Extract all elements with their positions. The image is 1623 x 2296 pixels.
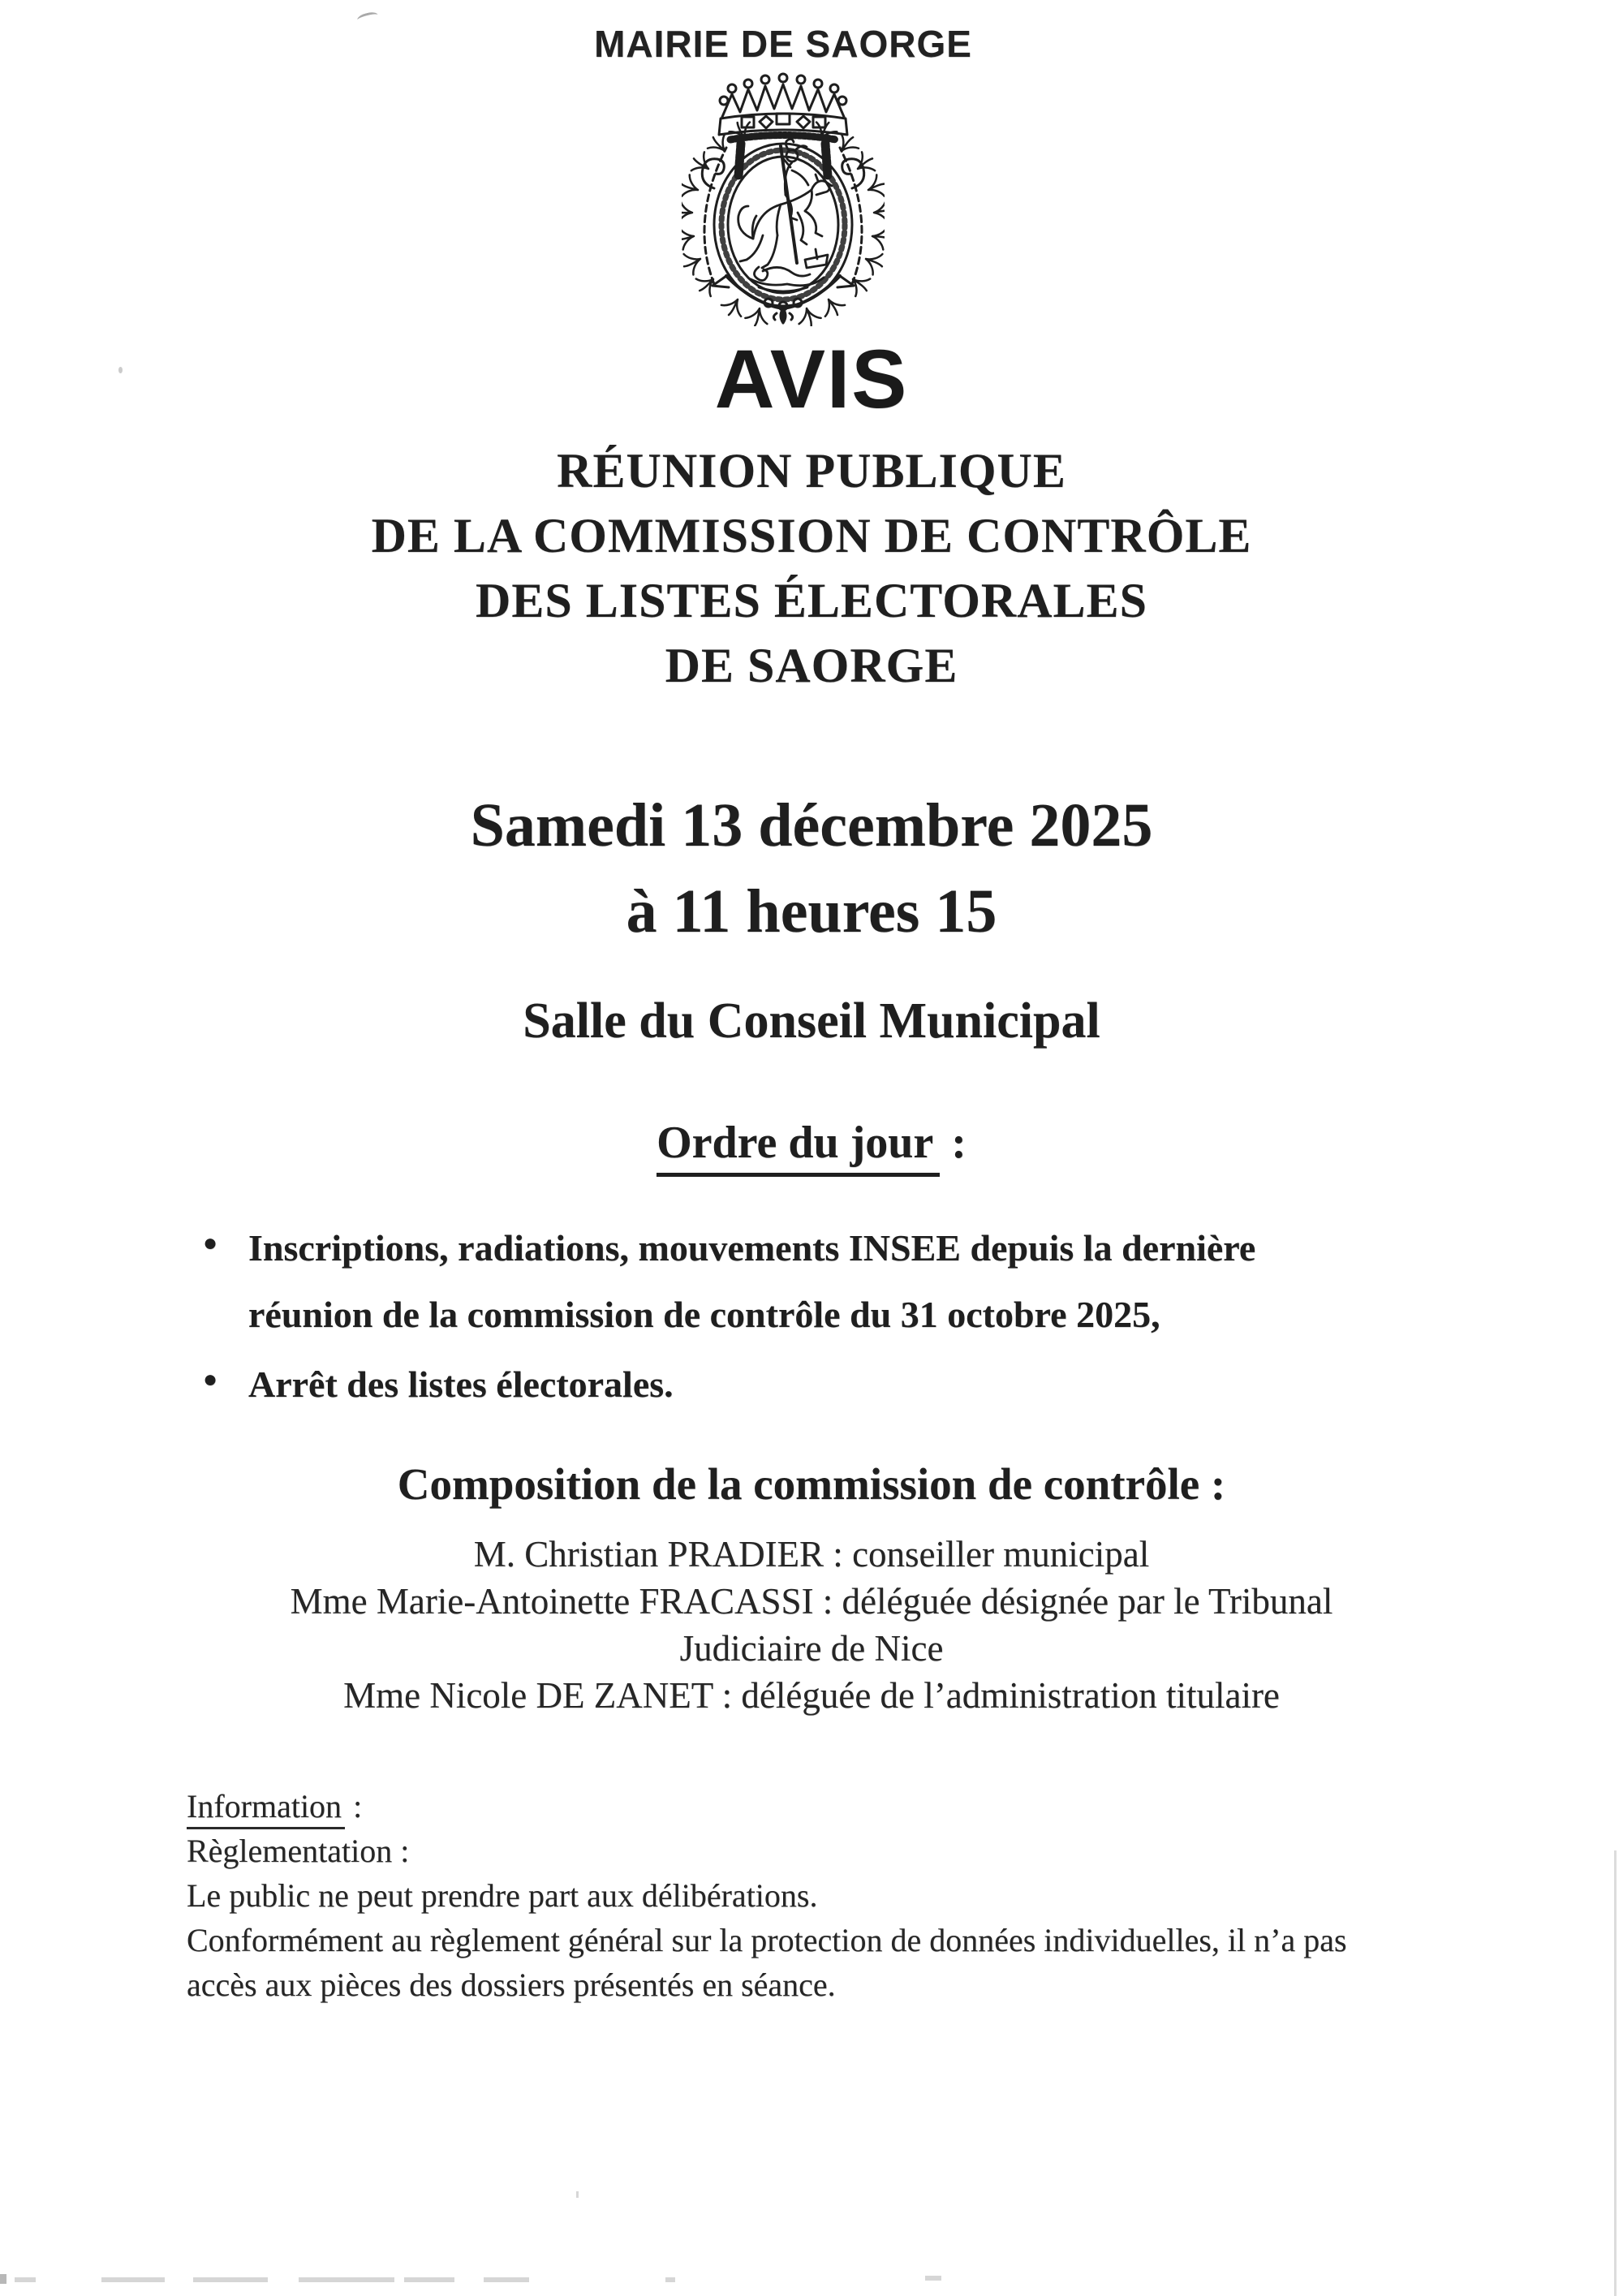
scan-bottom-artifact bbox=[665, 2277, 675, 2282]
agenda-heading-colon: : bbox=[940, 1118, 966, 1169]
scan-bottom-artifact bbox=[0, 2274, 6, 2284]
agenda-item-line: ● Inscriptions, radiations, mouvements INSEE depuis la dernière bbox=[248, 1226, 1256, 1269]
scan-smudge-mark bbox=[356, 11, 379, 24]
scan-bottom-artifact bbox=[925, 2276, 941, 2281]
saorge-coat-of-arms-emblem bbox=[682, 67, 885, 326]
meeting-date: Samedi 13 décembre 2025 bbox=[470, 791, 1153, 860]
agenda-item-line: réunion de la commission de contrôle du 31 octobre 2025, bbox=[248, 1293, 1160, 1335]
scan-bottom-artifact bbox=[484, 2277, 529, 2282]
notice-body bbox=[0, 333, 1623, 2007]
member-line: M. Christian PRADIER : conseiller municipal bbox=[473, 1534, 1150, 1575]
scan-speck bbox=[576, 2191, 579, 2198]
agenda-item bbox=[203, 1351, 1355, 1418]
agenda-item bbox=[203, 1215, 1355, 1348]
document-header bbox=[0, 24, 1595, 326]
information-section bbox=[187, 1784, 1453, 2007]
scan-bottom-artifact bbox=[404, 2277, 454, 2282]
meeting-title-line: RÉUNION PUBLIQUE bbox=[557, 444, 1066, 498]
member-line: Judiciaire de Nice bbox=[679, 1628, 944, 1669]
information-line: Conformément au règlement général sur la protection de données individuelles, il n’a pas bbox=[187, 1922, 1347, 1959]
agenda-heading bbox=[0, 1117, 1623, 1169]
meeting-title-line: DE SAORGE bbox=[665, 639, 958, 693]
information-label-line bbox=[187, 1784, 1453, 1829]
meeting-title bbox=[0, 438, 1623, 698]
agenda-heading-text: Ordre du jour bbox=[657, 1118, 940, 1177]
scan-bottom-artifact bbox=[101, 2277, 165, 2282]
meeting-time: à 11 heures 15 bbox=[626, 877, 997, 946]
scan-bottom-artifact bbox=[299, 2277, 394, 2282]
scan-bottom-artifact bbox=[15, 2277, 36, 2282]
composition-heading: Composition de la commission de contrôle : bbox=[397, 1458, 1226, 1509]
meeting-title-line: DE LA COMMISSION DE CONTRÔLE bbox=[371, 509, 1252, 563]
member-line: Mme Nicole DE ZANET : déléguée de l’administration titulaire bbox=[343, 1675, 1280, 1717]
agenda-list bbox=[203, 1215, 1355, 1418]
information-label: Information bbox=[187, 1788, 345, 1829]
coat-of-arms-graphic bbox=[682, 67, 885, 326]
meeting-location: Salle du Conseil Municipal bbox=[523, 993, 1100, 1049]
member-line: Mme Marie-Antoinette FRACASSI : déléguée désignée par le Tribunal bbox=[290, 1581, 1333, 1622]
information-line: accès aux pièces des dossiers présentés en séance. bbox=[187, 1966, 836, 2004]
information-line: Le public ne peut prendre part aux délibérations. bbox=[187, 1877, 818, 1915]
information-label-colon: : bbox=[345, 1788, 363, 1825]
org-name: MAIRIE DE SAORGE bbox=[594, 23, 972, 65]
agenda-item-line: ● Arrêt des listes électorales. bbox=[248, 1363, 674, 1405]
notice-title: AVIS bbox=[714, 333, 909, 426]
commission-members bbox=[0, 1531, 1623, 1719]
crown bbox=[719, 74, 847, 140]
meeting-datetime bbox=[0, 782, 1623, 954]
information-line: Règlementation : bbox=[187, 1833, 410, 1870]
scan-bottom-artifact bbox=[193, 2277, 268, 2282]
meeting-title-line: DES LISTES ÉLECTORALES bbox=[476, 574, 1147, 628]
